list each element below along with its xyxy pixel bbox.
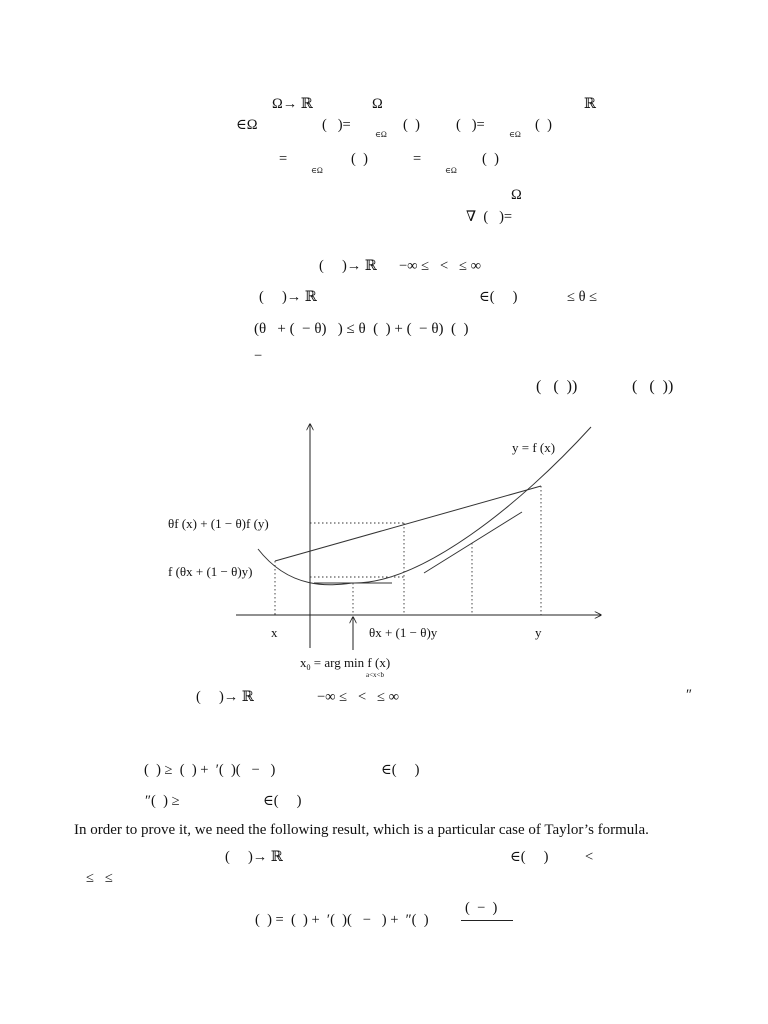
line1-omega: Ω: [372, 96, 383, 112]
line1-reals: ℝ: [584, 96, 597, 112]
line2-sub1: ∈Ω: [375, 130, 387, 139]
line5-gradient: ∇ ( )=: [466, 209, 513, 225]
y-tick-label: y: [535, 625, 542, 640]
line13-in: ∈( ): [263, 793, 302, 809]
argmin-underset: a<x<b: [366, 671, 385, 679]
line10-pair-b: ( ( )): [632, 378, 674, 395]
line4-omega: Ω: [511, 187, 522, 203]
line14-lt: <: [585, 849, 594, 865]
curve-label: y = f (x): [512, 440, 556, 455]
value-label: f (θx + (1 − θ)y): [168, 564, 253, 579]
line3-sub2: ∈Ω: [445, 166, 457, 175]
line6-range: −∞ ≤ < ≤ ∞: [399, 258, 481, 274]
line3-sub1: ∈Ω: [311, 166, 323, 175]
line16-fraction-numerator: ( − ): [465, 900, 498, 916]
argmin-label: [300, 656, 390, 672]
line13-second-order-condition: ″( ) ≥: [145, 793, 180, 809]
line10-pair-a: ( ( )): [536, 378, 578, 395]
line11-range: −∞ ≤ < ≤ ∞: [317, 689, 399, 705]
line11-double-prime: ″: [686, 687, 693, 703]
line7-map: ( )→ ℝ: [259, 289, 317, 305]
argmin-sub: 0: [306, 663, 311, 672]
line2-frag-c: ( )=: [456, 117, 485, 133]
line3-frag-b: ( ): [482, 151, 499, 167]
line11-map: ( )→ ℝ: [196, 689, 254, 705]
line2-sub2: ∈Ω: [509, 130, 521, 139]
line8-convexity-inequality: (θ + ( − θ) ) ≤ θ ( ) + ( − θ) ( ): [254, 321, 469, 337]
line3-eq2: =: [413, 151, 422, 167]
argmin-rest: = arg min f (x): [310, 655, 391, 670]
line7-theta-range: ≤ θ ≤: [567, 289, 598, 305]
chord-label: θf (x) + (1 − θ)f (y): [168, 516, 269, 531]
line14-in: ∈( ): [510, 849, 549, 865]
line6-map: ( )→ ℝ: [319, 258, 377, 274]
line15-bounds: ≤ ≤: [86, 870, 113, 886]
line2-frag-d: ( ): [535, 117, 552, 133]
x-tick-label: x: [271, 625, 278, 640]
argmin-x: x: [300, 655, 307, 670]
line16-taylor-formula: ( ) = ( ) + ′( )( − ) + ″( ): [255, 912, 429, 928]
line3-eq1: =: [279, 151, 288, 167]
line2-in-omega: ∈Ω: [236, 117, 258, 133]
taylor-intro-paragraph: In order to prove it, we need the following result, which is a particular case of Taylor’s formula.: [74, 822, 649, 838]
line12-first-order-condition: ( ) ≥ ( ) + ′( )( − ): [144, 762, 276, 778]
line16-fraction-bar: [461, 920, 513, 921]
line12-in: ∈( ): [381, 762, 420, 778]
side-tangent: [424, 512, 522, 573]
line14-map: ( )→ ℝ: [225, 849, 283, 865]
line2-frag-b: ( ): [403, 117, 420, 133]
line7-in: ∈( ): [479, 289, 518, 305]
chord-line: [275, 486, 541, 561]
line9-dash: −: [254, 348, 263, 364]
line3-frag-a: ( ): [351, 151, 368, 167]
mid-tick-label: θx + (1 − θ)y: [369, 625, 438, 640]
line1-map: Ω→ ℝ: [272, 96, 313, 112]
line2-frag-a: ( )=: [322, 117, 351, 133]
